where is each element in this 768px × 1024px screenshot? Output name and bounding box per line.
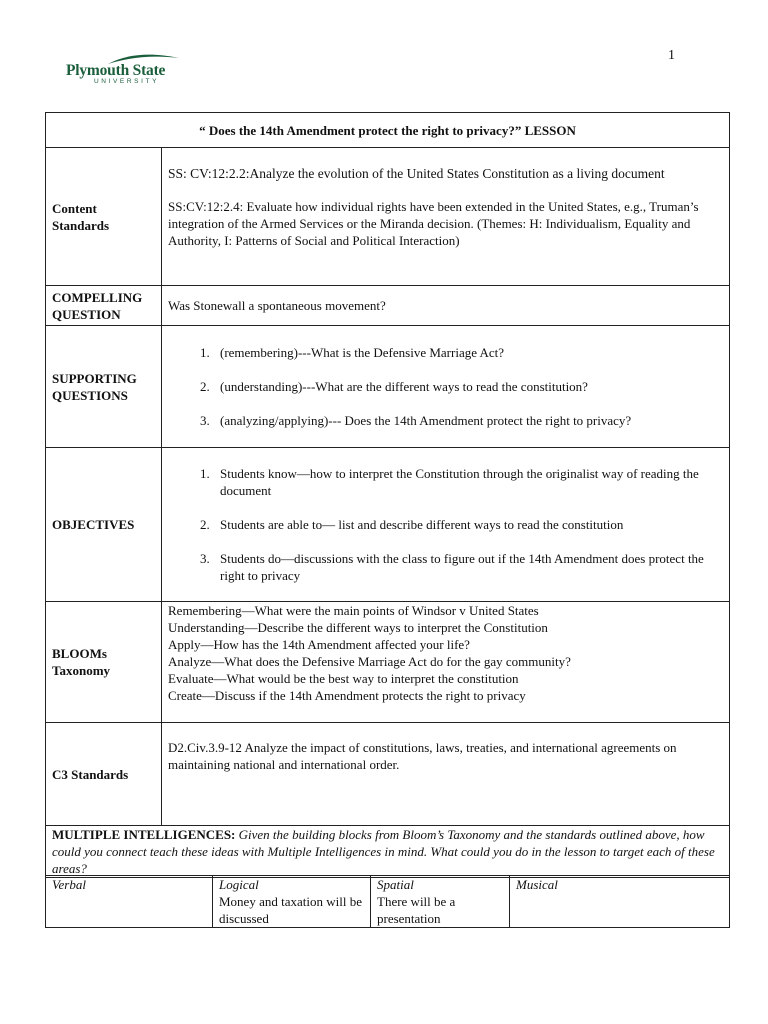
list-item: 2. (understanding)---What are the different ways to read the constitution? <box>213 378 723 395</box>
objectives-row <box>46 448 730 602</box>
logo-subtitle: UNIVERSITY <box>94 78 160 85</box>
blooms-taxonomy-row <box>46 602 730 723</box>
lesson-title: “ Does the 14th Amendment protect the right to privacy?” LESSON <box>46 113 730 148</box>
standard-cv-12-2-4: SS:CV:12:2.4: Evaluate how individual rights have been extended in the United States, e.g., Truman’s integration of the Armed Services or the Miranda decision. (Themes: H: Individualism, Equality and Authority, I: Patterns of Social and Political Interaction) <box>168 199 699 248</box>
mi-text-spatial: There will be a presentation <box>377 894 456 926</box>
mi-head-logical: Logical <box>219 877 259 892</box>
lesson-plan-table <box>45 112 730 878</box>
mi-cell-spatial <box>371 876 510 928</box>
multiple-intelligences-table <box>45 875 730 928</box>
mi-text-logical: Money and taxation will be discussed <box>219 894 362 926</box>
blooms-understanding: Understanding—Describe the different ways to interpret the Constitution <box>168 620 548 635</box>
mi-cell-musical <box>510 876 730 928</box>
blooms-analyze: Analyze—What does the Defensive Marriage Act do for the gay community? <box>168 654 571 669</box>
blooms-taxonomy-label: BLOOMs Taxonomy <box>46 602 162 723</box>
multiple-intelligences-description <box>46 826 730 878</box>
supporting-questions-label: SUPPORTING QUESTIONS <box>46 326 162 448</box>
objectives-list <box>162 448 730 602</box>
supporting-questions-list <box>162 326 730 448</box>
list-item: 3. (analyzing/applying)--- Does the 14th Amendment protect the right to privacy? <box>213 412 723 429</box>
blooms-apply: Apply—How has the 14th Amendment affected your life? <box>168 637 470 652</box>
logo-name: Plymouth State <box>66 62 166 79</box>
blooms-evaluate: Evaluate—What would be the best way to interpret the constitution <box>168 671 519 686</box>
objectives-label: OBJECTIVES <box>46 448 162 602</box>
c3-standards-text: D2.Civ.3.9-12 Analyze the impact of constitutions, laws, treaties, and international agreements on maintaining national and international order. <box>162 723 730 826</box>
blooms-create: Create—Discuss if the 14th Amendment protects the right to privacy <box>168 688 526 703</box>
mi-head-spatial: Spatial <box>377 877 414 892</box>
multiple-intelligences-prompt: Given the building blocks from Bloom’s Taxonomy and the standards outlined above, how could you connect teach these ideas with Multiple Intelligences in mind. What could you do in the lesson to target each of these areas? <box>52 827 715 876</box>
plymouth-state-logo <box>64 52 179 88</box>
list-item: 1. (remembering)---What is the Defensive Marriage Act? <box>213 344 723 361</box>
mi-head-verbal: Verbal <box>52 877 86 892</box>
multiple-intelligences-row <box>46 826 730 878</box>
blooms-taxonomy-list <box>162 602 730 723</box>
mi-head-musical: Musical <box>516 877 558 892</box>
compelling-question-text: Was Stonewall a spontaneous movement? <box>162 286 730 326</box>
content-standards-row <box>46 148 730 286</box>
mi-cell-verbal <box>46 876 213 928</box>
mi-cell-logical <box>213 876 371 928</box>
list-item: 2. Students are able to— list and describe different ways to read the constitution <box>213 516 723 533</box>
compelling-question-row <box>46 286 730 326</box>
content-standards-text <box>162 148 730 286</box>
c3-standards-row <box>46 723 730 826</box>
list-item: 1. Students know—how to interpret the Constitution through the originalist way of reading the document <box>213 465 723 499</box>
supporting-questions-row <box>46 326 730 448</box>
content-standards-label: Content Standards <box>46 148 162 286</box>
blooms-remembering: Remembering—What were the main points of Windsor v United States <box>168 603 539 618</box>
c3-standards-label: C3 Standards <box>46 723 162 826</box>
standard-cv-12-2-2: SS: CV:12:2.2:Analyze the evolution of the United States Constitution as a living document <box>168 166 665 181</box>
list-item: 3. Students do—discussions with the class to figure out if the 14th Amendment does protect the right to privacy <box>213 550 723 584</box>
compelling-question-label: COMPELLING QUESTION <box>46 286 162 326</box>
page-number: 1 <box>668 48 675 63</box>
multiple-intelligences-heading: MULTIPLE INTELLIGENCES: <box>52 827 236 842</box>
